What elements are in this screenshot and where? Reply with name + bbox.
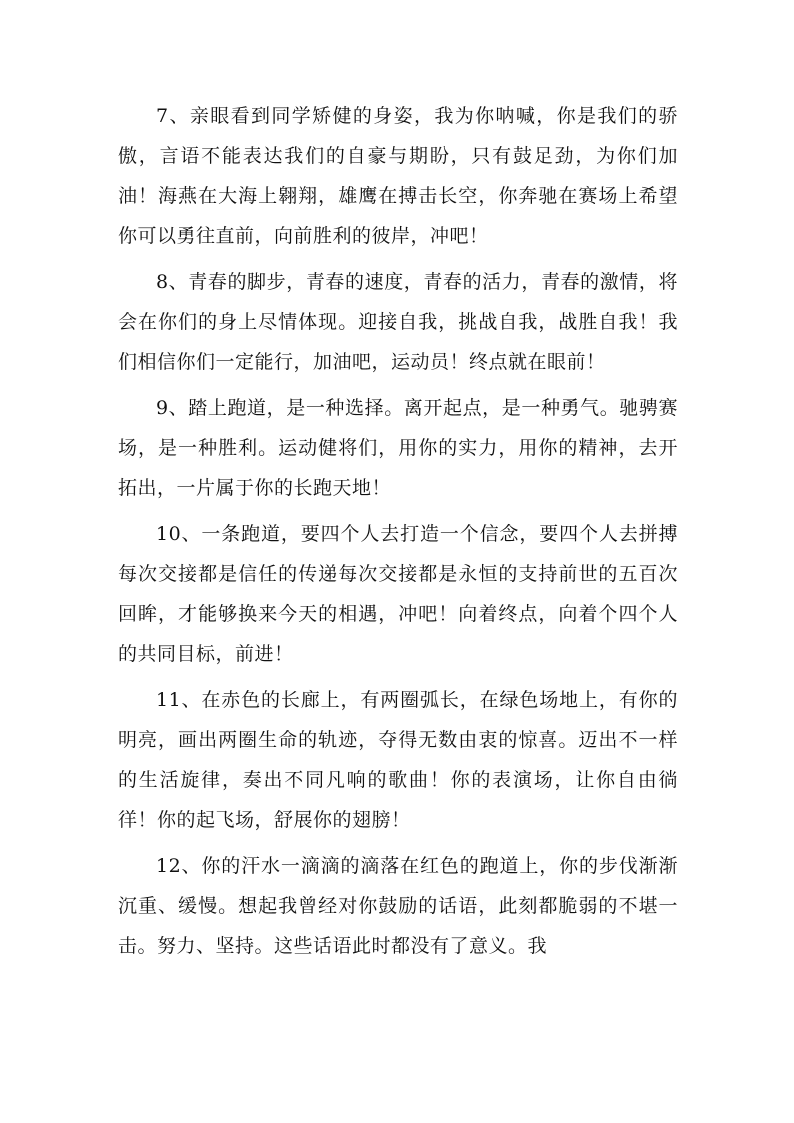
paragraph-8: 8、青春的脚步，青春的速度，青春的活力，青春的激情，将会在你们的身上尽情体现。迎接自我，挑战自我，战胜自我！我们相信你们一定能行，加油吧，运动员！终点就在眼前！: [118, 271, 678, 373]
paragraph-11: 11、在赤色的长廊上，有两圈弧长，在绿色场地上，有你的明亮，画出两圈生命的轨迹，夺得无数由衷的惊喜。迈出不一样的生活旋律，奏出不同凡响的歌曲！你的表演场，让你自由徜徉！你的起飞场，舒展你的翅膀！: [118, 689, 678, 831]
paragraph-9: 9、踏上跑道，是一种选择。离开起点，是一种勇气。驰骋赛场，是一种胜利。运动健将们，用你的实力，用你的精神，去开拓出，一片属于你的长跑天地！: [118, 397, 678, 499]
paragraph-10: 10、一条跑道，要四个人去打造一个信念，要四个人去拼搏每次交接都是信任的传递每次交接都是永恒的支持前世的五百次回眸，才能够换来今天的相遇，冲吧！向着终点，向着个四个人的共同目标，前进！: [118, 523, 678, 665]
document-body: [118, 96, 678, 972]
paragraph-12: 12、你的汗水一滴滴的滴落在红色的跑道上，你的步伐渐渐沉重、缓慢。想起我曾经对你鼓励的话语，此刻都脆弱的不堪一击。努力、坚持。这些话语此时都没有了意义。我: [118, 855, 678, 957]
paragraph-7: 7、亲眼看到同学矫健的身姿，我为你呐喊，你是我们的骄傲，言语不能表达我们的自豪与期盼，只有鼓足劲，为你们加油！海燕在大海上翱翔，雄鹰在搏击长空，你奔驰在赛场上希望你可以勇往直前，向前胜利的彼岸，冲吧！: [118, 105, 678, 247]
